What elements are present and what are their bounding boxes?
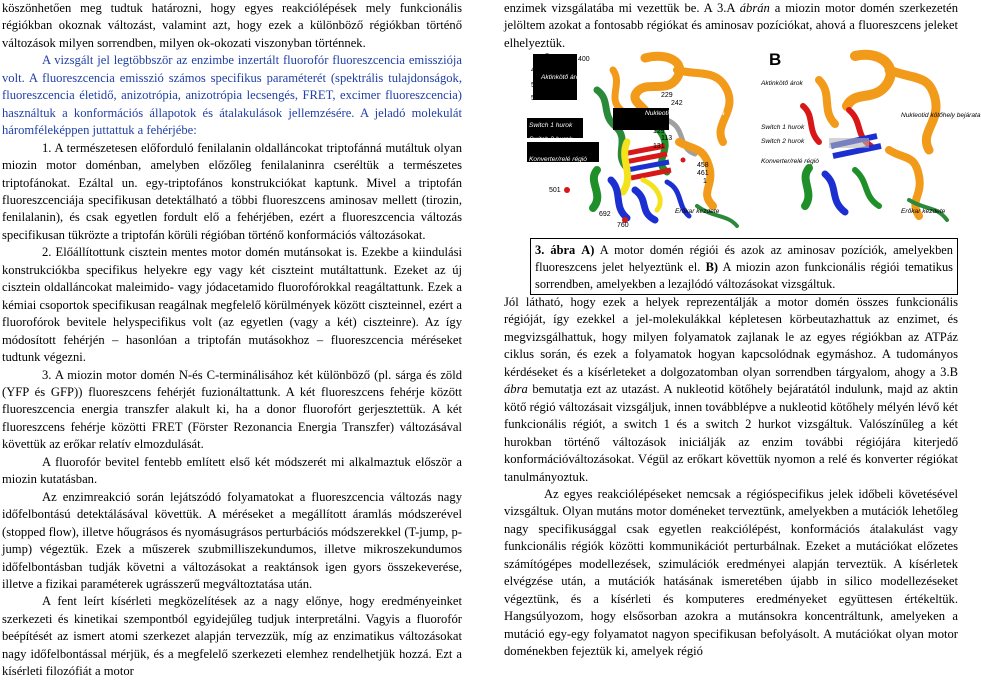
residue-1: 1 (703, 178, 707, 185)
panel-b-structure (759, 50, 981, 230)
residue-461: 461 (697, 170, 709, 177)
label-a-converter: Konverter/relé régió (529, 156, 587, 163)
label-b-nucleotide-entry: Nukleotid kötőhely bejárata (901, 112, 981, 119)
label-a-actin-cleft: Aktinkötő árok (541, 74, 583, 81)
paragraph-first-use: A fluorofór bevitel fentebb említett első két módszerét mi alkalmaztuk először a miozin kutatásban. (2, 454, 462, 487)
label-b-converter: Konverter/relé régió (761, 158, 819, 165)
label-a-switch2: Switch 2 hurok (529, 136, 573, 143)
paragraph-regions: Jól látható, hogy ezek a helyek reprezentálják a motor domén összes funkcionális régióját, így ezekkel a jel-molekulákkal képletesen körbeutazhattuk az enzimet, és megvizsgálhattuk, hogy milyen folyamatok zajlanak le az egyes régiókban az ATPáz ciklus során, és ezek a folyamatok hogyan kapcsolódnak egymáshoz. A tudományos kérdéseket és a kísérleteket a dolgozatomban olyan sorrendben tárgyalom, ahogy a 3.B ábra bemutatja ezt az utazást. A nukleotid kötőhely bejáratától indulunk, majd az aktin kötő régió változásait vizsgáljuk, innen továbblépve a nukleotid kötőhely mélyén lévő két funkcionális régiót, a switch 1 és a switch 2 hurkot vizsgáltuk. Valószínűleg a két hurokban történő változások iniciálják az enzim további régiójára kiterjedő konformációváltozásokat. Végül az erőkart követtük nyomon a relé és konverter régiókat tanulmányoztuk. (504, 295, 959, 484)
left-column (2, 0, 462, 681)
residue-586: 586 (531, 95, 543, 102)
residue-537: 537 (531, 82, 543, 89)
residue-416: 416 (531, 67, 543, 74)
panel-a-structure (527, 50, 753, 230)
residue-501: 501 (549, 187, 561, 194)
residue-129: 129 (653, 128, 665, 135)
paragraph-figure-intro: enzimek vizsgálatába mi vezettük be. A 3.A ábrán a miozin motor domén szerkezetén jelöltem azokat a fontosabb régiókat és aminosav pozíciókat, ahová a fluoreszcens jeleket elhelyeztük. (504, 1, 959, 50)
residue-113: 113 (661, 135, 673, 142)
caption-b-label: B) (705, 259, 718, 274)
label-b-switch2: Switch 2 hurok (761, 138, 805, 145)
paragraph-mutants: Az egyes reakciólépéseket nemcsak a régióspecifikus jelek időbeli követésével vizsgáltuk. Olyan mutáns motor doméneket terveztünk, amelyekben a mutációk lehetőleg nagy specifikusággal csak egyetlen reakciólépést, konformációs átalakulást vagy funkcionális régiók közötti kommunikációt perturbálnak. Ezeket a mutációkat előzetes számítógépes modellezések, szimulációk eredményei alapján terveztük. A kísérletek elvégzése után, a mutációk hatásának ismeretében újabb in silico modellezéseket végeztünk, és a kísérleti és komputeres eredményeket együttesen értékeltük. Hangsúlyozom, hogy elsősorban azokra a mutánsokra koncentráltunk, amelyeken a mutáció egy-egy folyamatot nagyon specifikusan befolyásolt. A mutációkat olyan motor doménekben fejeztük ki, amelyek régió (504, 486, 958, 659)
right-column-body (504, 294, 958, 661)
figure-caption (530, 238, 958, 295)
paragraph-method-3: 3. A miozin motor domén N-és C-terminálisához két különböző (pl. sárga és zöld (YFP és GFP)) fluoreszcens fehérjét fuzionáltattunk. A két fluoreszcens fehérje között fluoreszcencia energia transzfer alakult ki, ha a donor fluorofórt gerjesztettük. A két fluoreszcens fehérje közötti FRET (Förster Rezonancia Energia Transzfer) változásával követtük az erőkar relatív elmozdulását. (2, 367, 462, 452)
signal-highlight: A vizsgált jel legtöbbször az enzimbe inzertált fluorofór fluoreszcencia emissziója volt. A fluoreszcencia emisszió számos specifikus paraméterét (spektrális tulajdonságok, fluoreszcencia életidő, anizotrópia, anizotrópia lecsengés, FRET, excimer fluoreszcencia) használtuk a konformációs állapotok és átalakulások jellemzésére. A jeladó molekulát háromféleképpen juttattuk a fehérjébe: (2, 53, 462, 138)
caption-label: 3. ábra (535, 243, 576, 257)
label-b-actin-cleft: Aktinkötő árok (761, 80, 803, 87)
right-column-top (504, 0, 958, 52)
residue-692: 692 (599, 211, 611, 218)
residue-400: 400 (578, 56, 590, 63)
residue-242: 242 (671, 100, 683, 107)
caption-a-text: A motor domén régiói és azok az aminosav pozíciók, amelyekben fluoreszcens jelet helyeztünk el. (535, 243, 953, 274)
caption-b-text: A miozin azon funkcionális régiói tematikus sorrendben, amelyekben a lezajlódó változásokat vizsgáltuk. (535, 259, 954, 291)
label-b-switch1: Switch 1 hurok (761, 124, 805, 131)
paragraph-kinetics: Az enzimreakció során lejátszódó folyamatokat a fluoreszcencia változás nagy időfelbontású detektálásával követtük. A méréseket a megállított áramlás módszerével (stopped flow), illetve hőugrásos és nyomásugrásos perturbációs módszerekkel (T-jump, p-jump) végeztük. Ezek a műszerek szubmilliszekundumos, illetve mikroszekundumos időfelbontásban tudják követni a változásokat a reaktánsok igen gyors összekeverése, illetve a fizikai paraméterek ugrásszerű megváltoztatása után. (2, 489, 462, 591)
residue-760: 760 (617, 222, 629, 229)
paragraph-method-2: 2. Előállítottunk cisztein mentes motor domén mutánsokat is. Ezekbe a kiindulási konstrukciókba specifikus helyekre egy vagy két ciszteint mutáltattunk. Ezeket az új cisztein oldalláncokat maleimido- vagy jódacetamido fluorofórokkal reagáltattunk. Ezek a kémiai csoportok specifikusan reagálnak megfelelő körülmények között ciszteinnel, ezért a fluorofórok bevitele helyspecifikus volt (az egyetlen (vagy a két) ciszteinre). Az így módosított fehérjén – hasonlóan a triptofán mutásokhoz – fluoreszcencia méréseket tudtunk végezni. (2, 245, 462, 365)
residue-458: 458 (697, 162, 709, 169)
paragraph-signal (2, 52, 462, 139)
panel-a-letter: A (541, 50, 554, 69)
label-b-lever-arm: Erőkar kezdete (901, 208, 946, 215)
figure-3 (527, 50, 981, 230)
panel-b-letter: B (769, 50, 782, 69)
residue-229: 229 (661, 92, 673, 99)
paragraph-advantage: A fent leírt kísérleti megközelítések az a nagy előnye, hogy eredményeinket szerkezeti és kinetikai szempontból egyidejűleg tudjuk interpretálni. Vagyis a fluorofór beépítését az ismert atomi szerkezet alapján tervezzük, míg az enzimatikus változásokat nagy időfelbontással mérjük, és a megfelelő szerkezeti elemhez rendelhetjük hozzá. Ezt a kísérleti filozófiát a motor (2, 594, 462, 679)
residue-39: 39 (564, 54, 572, 61)
caption-a-label: A) (581, 243, 595, 257)
paragraph-intro: köszönhetően meg tudtuk határozni, hogy egyes reakciólépések mely funkcionális régiókban okoznak változást, valamint azt, hogy ezek a különböző régiókban történő változások milyen sorrendben, milyen ok-okozati viszonyban történnek. (2, 1, 462, 50)
label-a-lever-arm: Erőkar kezdete (675, 208, 720, 215)
residue-131: 131 (653, 143, 665, 150)
label-a-nucleotide-entry: Nukleotid kötőhely bejárata (645, 110, 725, 117)
label-a-switch1: Switch 1 hurok (529, 122, 573, 129)
paragraph-method-1: 1. A természetesen előforduló fenilalanin oldalláncokat triptofánná mutáltuk olyan miozin motor doménban, amelyben előzőleg fenilalaninra cseréltük a természetes triptofánokat. Ezáltal un. egy-triptofános konstrukciókat kaptunk. Mivel a triptofán fluoreszcenciája specifikusan detektálható a többi fluoreszcens aminosav mellett (tirozin, fenilalanin), és csak egyetlen fordult elő a fehérjében, ezért a fluoreszcencia változás specifikusan tükrözte a triptofán körüli régióban történő konformációs változásokat. (2, 140, 462, 242)
